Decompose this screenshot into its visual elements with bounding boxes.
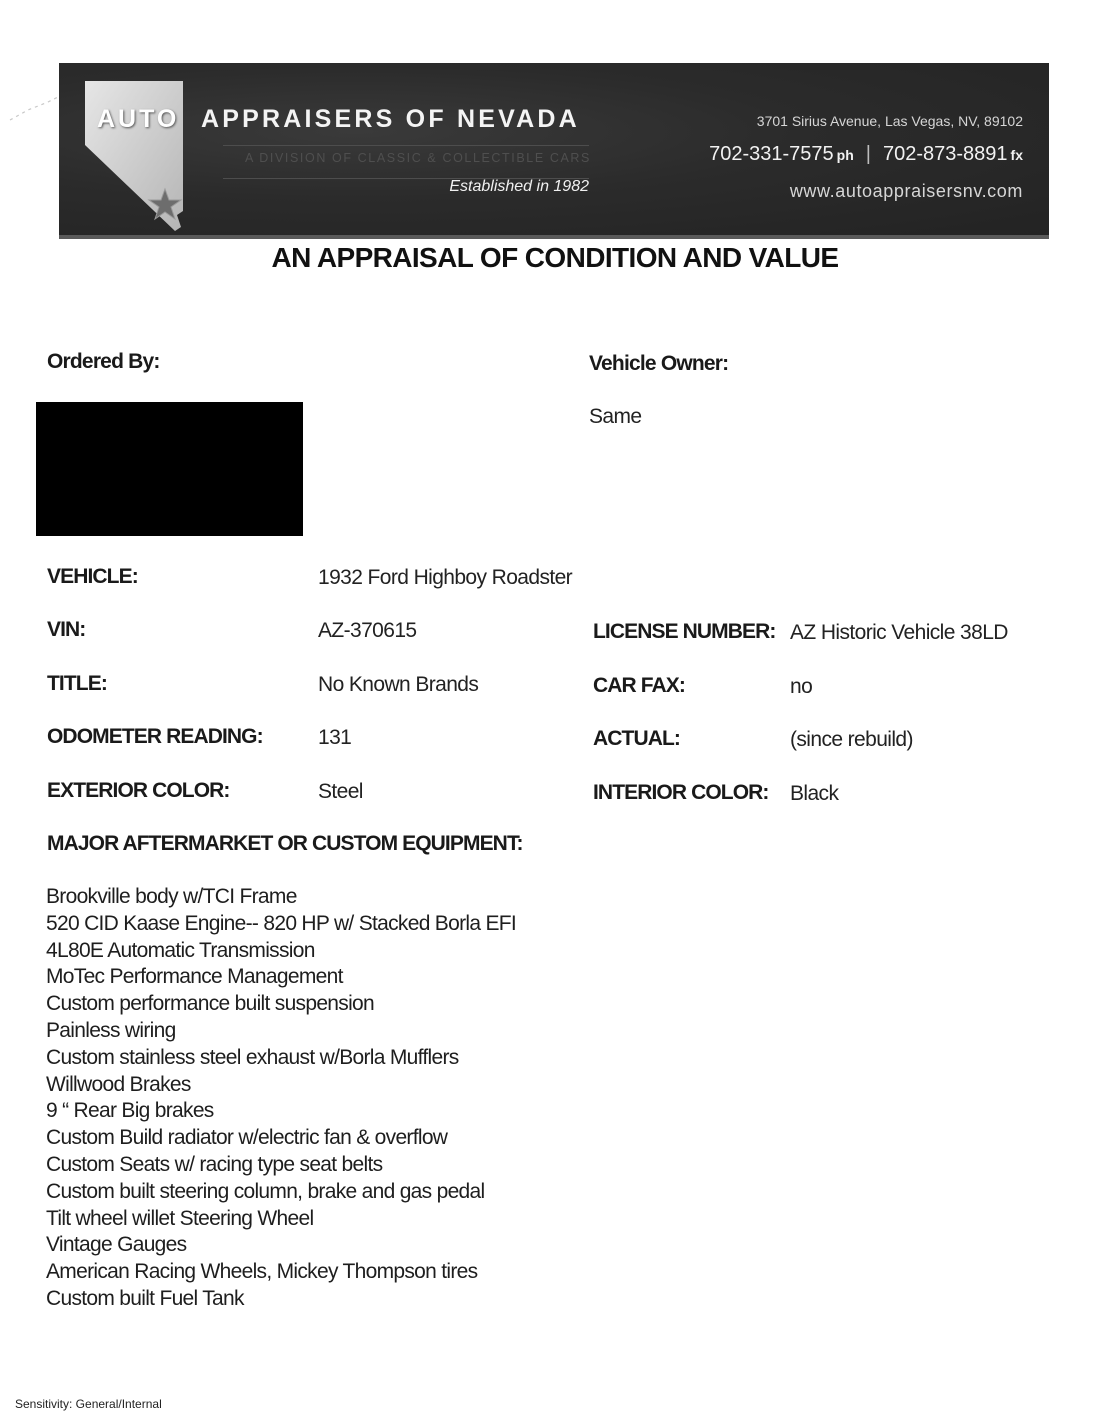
redacted-ordered-by xyxy=(36,402,303,536)
equipment-item: Tilt wheel willet Steering Wheel xyxy=(46,1206,314,1230)
title-label: TITLE: xyxy=(47,672,107,695)
sensitivity-label: Sensitivity: General/Internal xyxy=(15,1397,162,1411)
brand-prefix: AUTO xyxy=(97,105,180,133)
equipment-item: Brookville body w/TCI Frame xyxy=(46,885,297,908)
interior-color-value: Black xyxy=(790,782,839,805)
actual-label: ACTUAL: xyxy=(593,727,681,750)
vin-label: VIN: xyxy=(47,618,86,641)
equipment-heading: MAJOR AFTERMARKET OR CUSTOM EQUIPMENT: xyxy=(47,832,523,855)
equipment-item: Painless wiring xyxy=(46,1018,176,1042)
equipment-item: Willwood Brakes xyxy=(46,1072,191,1096)
equipment-list xyxy=(46,884,516,1313)
vehicle-owner-label: Vehicle Owner: xyxy=(589,352,729,375)
equipment-item: Vintage Gauges xyxy=(46,1233,187,1257)
letterhead-banner xyxy=(59,63,1049,239)
company-website: www.autoappraisersnv.com xyxy=(789,181,1023,201)
established-tagline: Established in 1982 xyxy=(449,178,589,195)
equipment-item: Custom stainless steel exhaust w/Borla Mufflers xyxy=(46,1045,459,1069)
document-title: AN APPRAISAL OF CONDITION AND VALUE xyxy=(271,242,839,273)
vin-value: AZ-370615 xyxy=(318,619,417,642)
equipment-item: MoTec Performance Management xyxy=(46,965,343,989)
car-fax-label: CAR FAX: xyxy=(593,674,685,697)
equipment-item: American Racing Wheels, Mickey Thompson tires xyxy=(46,1260,478,1284)
vehicle-value: 1932 Ford Highboy Roadster xyxy=(318,566,573,589)
exterior-color-label: EXTERIOR COLOR: xyxy=(47,779,230,802)
odometer-reading-label: ODOMETER READING: xyxy=(47,725,263,748)
phone-number: 702-331-7575 xyxy=(709,143,834,165)
ordered-by-label: Ordered By: xyxy=(47,350,160,373)
vehicle-label: VEHICLE: xyxy=(47,565,138,588)
brand-name: APPRAISERS OF NEVADA xyxy=(201,105,580,133)
divider xyxy=(223,145,589,146)
exterior-color-value: Steel xyxy=(318,780,363,803)
odometer-reading-value: 131 xyxy=(318,726,352,749)
equipment-item: 520 CID Kaase Engine-- 820 HP w/ Stacked Borla EFI xyxy=(46,911,517,935)
fax-number: 702-873-8891 xyxy=(882,143,1008,165)
title-value: No Known Brands xyxy=(318,673,479,696)
equipment-item: Custom performance built suspension xyxy=(46,992,375,1016)
equipment-item: Custom Seats w/ racing type seat belts xyxy=(46,1152,383,1176)
equipment-item: 9 “ Rear Big brakes xyxy=(46,1099,214,1123)
car-fax-value: no xyxy=(790,675,813,698)
interior-color-label: INTERIOR COLOR: xyxy=(593,781,769,804)
fax-suffix: fx xyxy=(1010,147,1023,163)
phone-suffix: ph xyxy=(836,147,854,163)
nevada-state-star-logo-icon xyxy=(85,81,183,233)
actual-value: (since rebuild) xyxy=(790,728,913,751)
vehicle-owner-value: Same xyxy=(589,405,642,428)
equipment-item: Custom built steering column, brake and gas pedal xyxy=(46,1179,485,1203)
equipment-item: Custom Build radiator w/electric fan & overflow xyxy=(46,1126,448,1150)
company-phones xyxy=(709,143,1023,166)
phone-separator: | xyxy=(865,143,871,165)
license-number-value: AZ Historic Vehicle 38LD xyxy=(790,621,1008,644)
company-address: 3701 Sirius Avenue, Las Vegas, NV, 89102 xyxy=(756,113,1023,129)
brand-division: A DIVISION OF CLASSIC & COLLECTIBLE CARS xyxy=(244,151,591,165)
equipment-item: 4L80E Automatic Transmission xyxy=(46,938,315,962)
equipment-item: Custom built Fuel Tank xyxy=(46,1286,244,1310)
license-number-label: LICENSE NUMBER: xyxy=(593,620,776,643)
